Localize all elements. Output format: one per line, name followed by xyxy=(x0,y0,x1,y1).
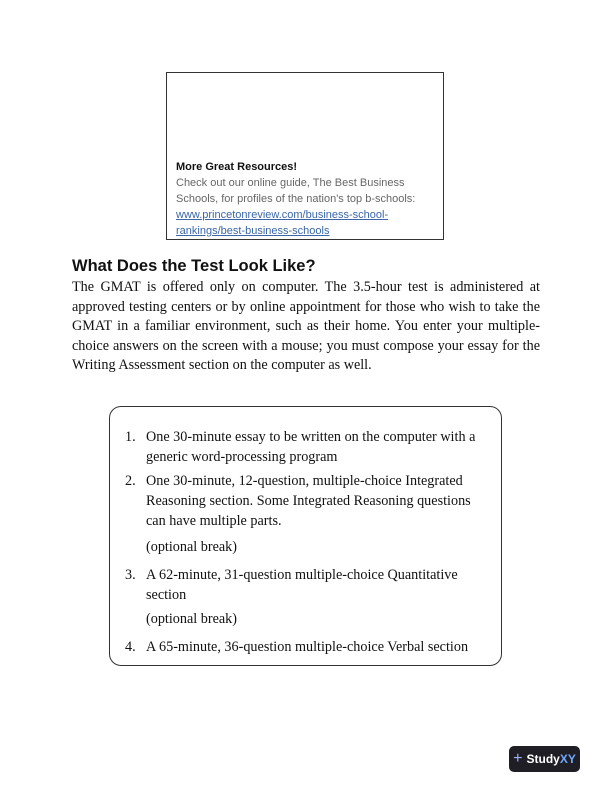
badge-brand: StudyXY xyxy=(526,752,576,766)
resources-title: More Great Resources! xyxy=(176,161,298,173)
section-heading: What Does the Test Look Like? xyxy=(72,257,316,275)
resources-text-line: Schools, for profiles of the nation's top b-schools: xyxy=(176,193,416,205)
studyxy-badge[interactable] xyxy=(509,746,580,772)
list-text: One 30-minute essay to be written on the computer with a generic word-processing program xyxy=(146,429,476,465)
optional-break: (optional break) xyxy=(146,611,237,627)
list-text: A 62-minute, 31-question multiple-choice Quantitative section xyxy=(146,567,458,603)
list-number: 1. xyxy=(125,429,136,445)
resources-link-line: www.princetonreview.com/business-school- xyxy=(176,209,389,221)
resources-text-line: Check out our online guide, The Best Business xyxy=(176,177,405,189)
resources-link-line: rankings/best-business-schools xyxy=(176,225,330,237)
plus-icon: + xyxy=(513,750,523,767)
list-text: A 65-minute, 36-question multiple-choice Verbal section xyxy=(146,639,469,655)
list-number: 2. xyxy=(125,473,136,489)
resources-link[interactable] xyxy=(176,207,434,239)
list-item xyxy=(125,427,485,467)
list-item xyxy=(125,471,485,531)
resources-callout xyxy=(166,72,444,240)
list-item xyxy=(125,637,485,657)
optional-break: (optional break) xyxy=(146,539,237,555)
list-number: 3. xyxy=(125,567,136,583)
list-item xyxy=(125,565,485,605)
test-sections-list xyxy=(109,406,502,666)
body-paragraph: The GMAT is offered only on computer. The 3.5-hour test is administered at approved testing centers or by online appointment for those who wish to take the GMAT in a familiar environment, such as their home. You enter your multiple-choice answers on the screen with a mouse; you must compose your essay for the Writing Assessment section on the computer as well. xyxy=(72,279,540,374)
list-text: One 30-minute, 12-question, multiple-choice Integrated Reasoning section. Some Integrated Reasoning questions can have multiple parts. xyxy=(146,473,471,529)
resources-content xyxy=(176,160,434,239)
list-number: 4. xyxy=(125,639,136,655)
